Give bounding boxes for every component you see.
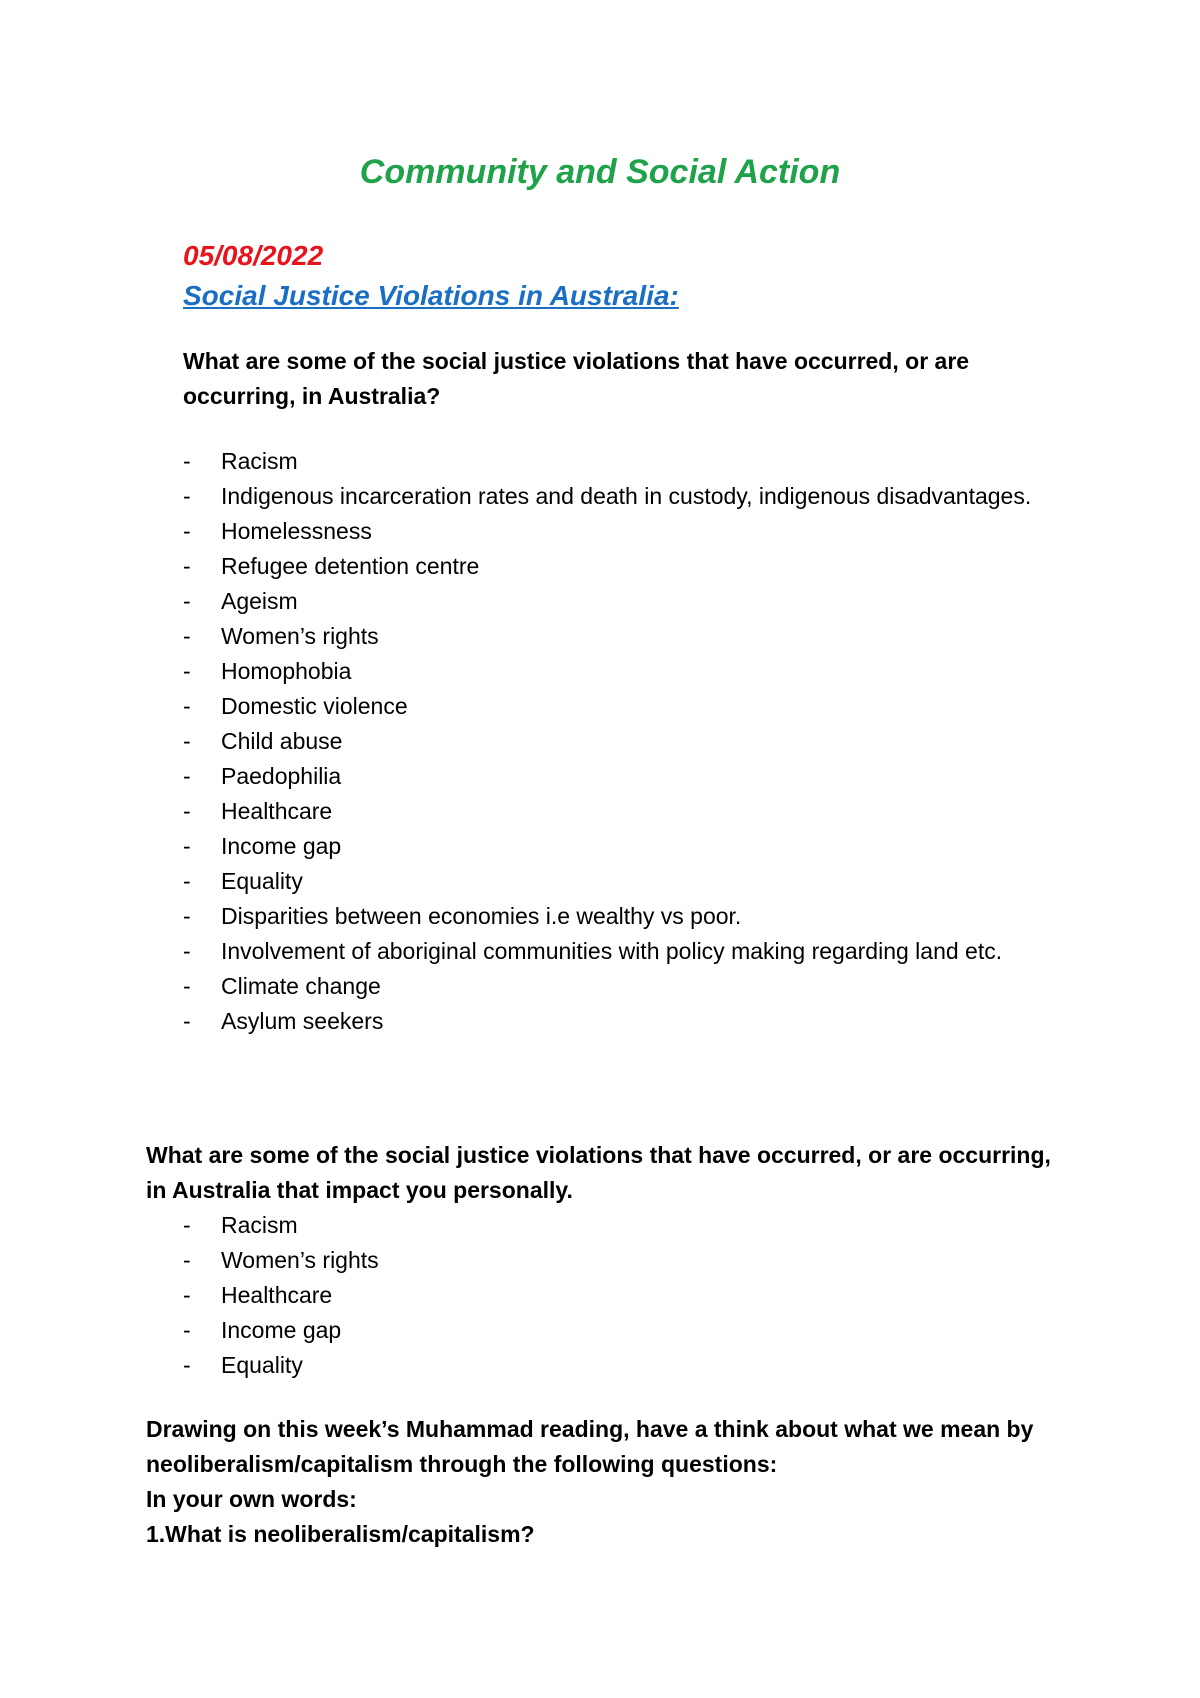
question-3-block bbox=[146, 1412, 1066, 1552]
list-item bbox=[183, 549, 1063, 584]
list-item-text: Indigenous incarceration rates and death in custody, indigenous disadvantages. bbox=[221, 483, 1032, 509]
violations-list bbox=[183, 444, 1063, 1039]
bullet-dash: - bbox=[183, 903, 191, 929]
bullet-dash: - bbox=[183, 1317, 191, 1343]
list-item-text: Racism bbox=[221, 448, 298, 474]
bullet-dash: - bbox=[183, 1008, 191, 1034]
bullet-dash: - bbox=[183, 553, 191, 579]
list-item bbox=[183, 514, 1063, 549]
list-item-text: Women’s rights bbox=[221, 623, 379, 649]
bullet-dash: - bbox=[183, 868, 191, 894]
bullet-dash: - bbox=[183, 623, 191, 649]
list-item bbox=[183, 619, 1063, 654]
bullet-dash: - bbox=[183, 448, 191, 474]
list-item bbox=[183, 1243, 1063, 1278]
list-item-text: Asylum seekers bbox=[221, 1008, 384, 1034]
list-item-text: Income gap bbox=[221, 1317, 342, 1343]
list-item bbox=[183, 444, 1063, 479]
bullet-dash: - bbox=[183, 763, 191, 789]
document-date: 05/08/2022 bbox=[183, 240, 324, 271]
question-2: What are some of the social justice violations that have occurred, or are occurring, in Australia that impact you personally. bbox=[146, 1142, 1051, 1203]
list-item-text: Racism bbox=[221, 1212, 298, 1238]
bullet-dash: - bbox=[183, 973, 191, 999]
question-3-intro: Drawing on this week’s Muhammad reading, have a think about what we mean by neoliberalism/capitalism through the following questions: bbox=[146, 1416, 1034, 1477]
list-item bbox=[183, 1278, 1063, 1313]
question-1: What are some of the social justice violations that have occurred, or are occurring, in Australia? bbox=[183, 348, 970, 409]
list-item bbox=[183, 899, 1063, 934]
bullet-dash: - bbox=[183, 588, 191, 614]
list-item-text: Healthcare bbox=[221, 798, 333, 824]
bullet-dash: - bbox=[183, 728, 191, 754]
bullet-dash: - bbox=[183, 518, 191, 544]
section-heading: Social Justice Violations in Australia: bbox=[183, 280, 679, 311]
list-item bbox=[183, 829, 1063, 864]
list-item-text: Domestic violence bbox=[221, 693, 408, 719]
list-item bbox=[183, 969, 1063, 1004]
list-item bbox=[183, 864, 1063, 899]
document-title: Community and Social Action bbox=[359, 153, 841, 191]
bullet-dash: - bbox=[183, 1352, 191, 1378]
list-item bbox=[183, 759, 1063, 794]
list-item-text: Paedophilia bbox=[221, 763, 342, 789]
question-3-prompt: In your own words: bbox=[146, 1486, 357, 1512]
list-item bbox=[183, 479, 1063, 514]
bullet-dash: - bbox=[183, 938, 191, 964]
list-item bbox=[183, 934, 1063, 969]
list-item-text: Refugee detention centre bbox=[221, 553, 480, 579]
list-item-text: Equality bbox=[221, 1352, 303, 1378]
list-item bbox=[183, 689, 1063, 724]
list-item-text: Homelessness bbox=[221, 518, 372, 544]
bullet-dash: - bbox=[183, 798, 191, 824]
list-item bbox=[183, 1313, 1063, 1348]
list-item-text: Disparities between economies i.e wealthy vs poor. bbox=[221, 903, 742, 929]
bullet-dash: - bbox=[183, 693, 191, 719]
list-item-text: Healthcare bbox=[221, 1282, 333, 1308]
list-item-text: Women’s rights bbox=[221, 1247, 379, 1273]
question-3-item: 1.What is neoliberalism/capitalism? bbox=[146, 1521, 535, 1547]
list-item bbox=[183, 724, 1063, 759]
list-item bbox=[183, 1208, 1063, 1243]
list-item-text: Ageism bbox=[221, 588, 298, 614]
bullet-dash: - bbox=[183, 658, 191, 684]
list-item-text: Homophobia bbox=[221, 658, 352, 684]
list-item-text: Child abuse bbox=[221, 728, 343, 754]
personal-impact-list bbox=[183, 1208, 1063, 1383]
list-item bbox=[183, 584, 1063, 619]
bullet-dash: - bbox=[183, 1247, 191, 1273]
list-item-text: Involvement of aboriginal communities with policy making regarding land etc. bbox=[221, 938, 1003, 964]
bullet-dash: - bbox=[183, 833, 191, 859]
bullet-dash: - bbox=[183, 1282, 191, 1308]
list-item bbox=[183, 1348, 1063, 1383]
list-item-text: Income gap bbox=[221, 833, 342, 859]
list-item-text: Climate change bbox=[221, 973, 381, 999]
list-item bbox=[183, 1004, 1063, 1039]
bullet-dash: - bbox=[183, 483, 191, 509]
list-item-text: Equality bbox=[221, 868, 303, 894]
list-item bbox=[183, 794, 1063, 829]
list-item bbox=[183, 654, 1063, 689]
bullet-dash: - bbox=[183, 1212, 191, 1238]
